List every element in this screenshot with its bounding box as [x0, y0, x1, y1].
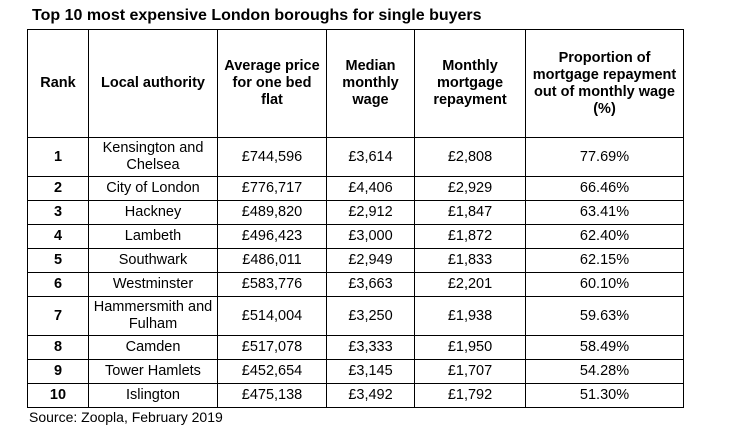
wage-cell: £3,000: [327, 225, 415, 249]
price-cell: £475,138: [218, 384, 327, 408]
rank-cell: 6: [28, 273, 89, 297]
proportion-cell: 51.30%: [526, 384, 684, 408]
authority-cell: Tower Hamlets: [89, 360, 218, 384]
authority-cell: Hackney: [89, 201, 218, 225]
repayment-cell: £2,201: [415, 273, 526, 297]
header-row: [28, 30, 684, 138]
table-title: Top 10 most expensive London boroughs for single buyers: [32, 7, 482, 24]
authority-cell: Camden: [89, 336, 218, 360]
proportion-cell: 66.46%: [526, 177, 684, 201]
wage-cell: £3,333: [327, 336, 415, 360]
repayment-cell: £1,707: [415, 360, 526, 384]
boroughs-table: [27, 29, 684, 408]
rank-cell: 5: [28, 249, 89, 273]
wage-cell: £2,912: [327, 201, 415, 225]
proportion-cell: 59.63%: [526, 297, 684, 336]
proportion-cell: 58.49%: [526, 336, 684, 360]
rank-cell: 10: [28, 384, 89, 408]
price-cell: £744,596: [218, 138, 327, 177]
wage-cell: £3,492: [327, 384, 415, 408]
proportion-cell: 62.15%: [526, 249, 684, 273]
authority-cell: Hammersmith and Fulham: [89, 297, 218, 336]
repayment-cell: £1,950: [415, 336, 526, 360]
proportion-cell: 60.10%: [526, 273, 684, 297]
authority-cell: Islington: [89, 384, 218, 408]
repayment-cell: £1,938: [415, 297, 526, 336]
repayment-cell: £1,847: [415, 201, 526, 225]
table-row: [28, 177, 684, 201]
table-row: [28, 249, 684, 273]
price-cell: £583,776: [218, 273, 327, 297]
proportion-cell: 62.40%: [526, 225, 684, 249]
header-proportion: Proportion of mortgage repayment out of monthly wage (%): [526, 30, 684, 138]
repayment-cell: £2,929: [415, 177, 526, 201]
rank-cell: 9: [28, 360, 89, 384]
price-cell: £496,423: [218, 225, 327, 249]
price-cell: £486,011: [218, 249, 327, 273]
rank-cell: 2: [28, 177, 89, 201]
header-monthly-repayment: Monthly mortgage repayment: [415, 30, 526, 138]
wage-cell: £3,663: [327, 273, 415, 297]
wage-cell: £3,250: [327, 297, 415, 336]
proportion-cell: 77.69%: [526, 138, 684, 177]
table-row: [28, 138, 684, 177]
table-row: [28, 273, 684, 297]
header-local-authority: Local authority: [89, 30, 218, 138]
proportion-cell: 63.41%: [526, 201, 684, 225]
authority-cell: Kensington and Chelsea: [89, 138, 218, 177]
rank-cell: 8: [28, 336, 89, 360]
price-cell: £776,717: [218, 177, 327, 201]
price-cell: £489,820: [218, 201, 327, 225]
price-cell: £517,078: [218, 336, 327, 360]
price-cell: £452,654: [218, 360, 327, 384]
wage-cell: £2,949: [327, 249, 415, 273]
table-row: [28, 201, 684, 225]
header-median-wage: Median monthly wage: [327, 30, 415, 138]
rank-cell: 7: [28, 297, 89, 336]
rank-cell: 3: [28, 201, 89, 225]
authority-cell: Southwark: [89, 249, 218, 273]
price-cell: £514,004: [218, 297, 327, 336]
repayment-cell: £1,792: [415, 384, 526, 408]
table-row: [28, 360, 684, 384]
table-row: [28, 336, 684, 360]
table-row: [28, 297, 684, 336]
repayment-cell: £1,833: [415, 249, 526, 273]
authority-cell: Lambeth: [89, 225, 218, 249]
rank-cell: 1: [28, 138, 89, 177]
header-rank: Rank: [28, 30, 89, 138]
repayment-cell: £1,872: [415, 225, 526, 249]
authority-cell: Westminster: [89, 273, 218, 297]
source-note: Source: Zoopla, February 2019: [29, 409, 223, 425]
proportion-cell: 54.28%: [526, 360, 684, 384]
wage-cell: £4,406: [327, 177, 415, 201]
header-average-price: Average price for one bed flat: [218, 30, 327, 138]
authority-cell: City of London: [89, 177, 218, 201]
repayment-cell: £2,808: [415, 138, 526, 177]
wage-cell: £3,145: [327, 360, 415, 384]
table-row: [28, 225, 684, 249]
table-row: [28, 384, 684, 408]
wage-cell: £3,614: [327, 138, 415, 177]
rank-cell: 4: [28, 225, 89, 249]
